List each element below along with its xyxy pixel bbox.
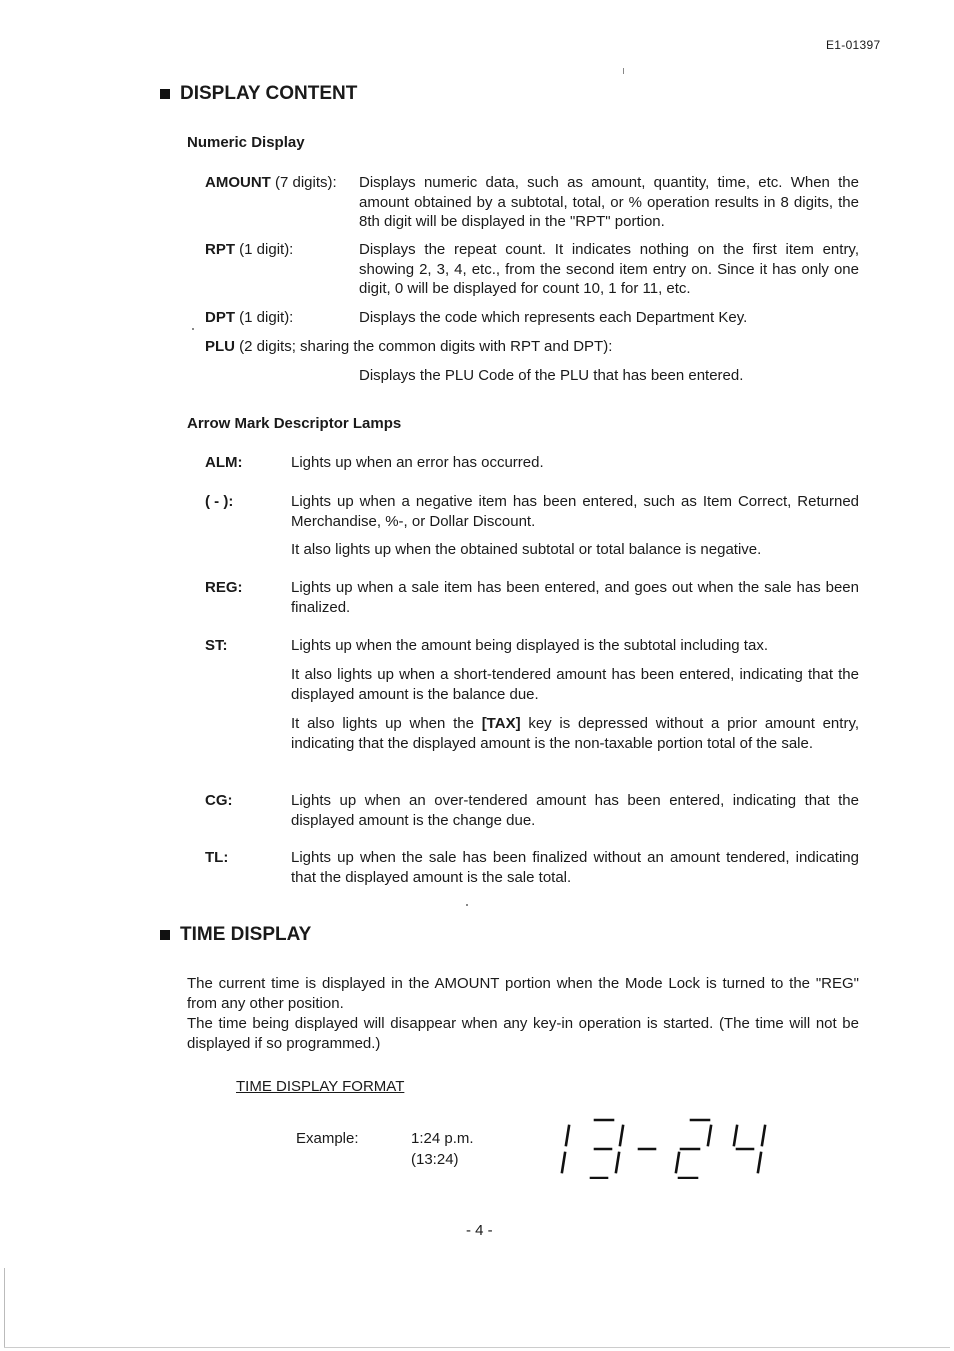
desc-minus-2: It also lights up when the obtained subtotal or total balance is negative. xyxy=(291,541,762,558)
label-rpt xyxy=(205,240,293,260)
desc-reg: Lights up when a sale item has been entered, and goes out when the sale has been finalized. xyxy=(291,579,859,616)
segment-3-upper-right xyxy=(620,1126,623,1145)
segment-4-upper-left xyxy=(734,1126,737,1145)
segment-1-lower-right xyxy=(562,1153,565,1172)
section-title-text: TIME DISPLAY xyxy=(180,924,312,945)
scan-mark xyxy=(623,68,624,74)
time-para-2: The time being displayed will disappear when any key-in operation is started. (The time will not be displayed if so programmed.) xyxy=(187,1015,859,1052)
section-title-display-content xyxy=(160,83,357,105)
label-amount xyxy=(205,173,337,193)
segment-4-lower-right xyxy=(758,1153,761,1172)
segment-2-upper-right xyxy=(708,1126,711,1145)
label-plu-bold: PLU xyxy=(205,338,235,355)
label-dpt-rest: (1 digit): xyxy=(235,309,294,326)
desc-minus-1: Lights up when a negative item has been entered, such as Item Correct, Returned Merchandise, %-, or Dollar Discount. xyxy=(291,493,859,530)
desc-plu: Displays the PLU Code of the PLU that has been entered. xyxy=(359,367,744,384)
time-para-1: The current time is displayed in the AMOUNT portion when the Mode Lock is turned to the "REG" from any other position. xyxy=(187,975,859,1012)
segment-2-lower-left xyxy=(676,1153,679,1172)
square-bullet-icon xyxy=(160,89,170,99)
segment-1-upper-right xyxy=(566,1126,569,1145)
desc-tl: Lights up when the sale has been finalized without an amount tendered, indicating that the displayed amount is the sale total. xyxy=(291,849,859,886)
label-st: ST: xyxy=(205,637,228,654)
label-amount-bold: AMOUNT xyxy=(205,174,271,191)
document-id: E1-01397 xyxy=(826,38,881,52)
subheading-arrow-mark: Arrow Mark Descriptor Lamps xyxy=(187,415,402,432)
label-dpt-bold: DPT xyxy=(205,309,235,326)
label-alm: ALM: xyxy=(205,454,243,471)
time-format-heading: TIME DISPLAY FORMAT xyxy=(236,1078,405,1095)
desc-rpt: Displays the repeat count. It indicates nothing on the first item entry, showing 2, 3, 4, etc., from the second item entry on. Since it has only one digit, 0 will be displayed for count 10, 1 for 11, etc. xyxy=(359,241,859,297)
example-time: 1:24 p.m. xyxy=(411,1130,474,1147)
section-title-time-display xyxy=(160,924,311,946)
label-plu xyxy=(205,337,612,357)
tax-key-label: [TAX] xyxy=(481,715,521,732)
label-rpt-bold: RPT xyxy=(205,241,235,258)
subheading-numeric-display: Numeric Display xyxy=(187,134,305,151)
scan-border xyxy=(4,1268,5,1348)
scan-mark xyxy=(466,904,468,906)
desc-alm: Lights up when an error has occurred. xyxy=(291,454,544,471)
desc-st-3: It also lights up when the [TAX] key is depressed without a prior amount entry, indicating that the displayed amount is the non-taxable portion total of the sale. xyxy=(291,715,859,752)
segment-4-upper-right xyxy=(762,1126,765,1145)
label-reg: REG: xyxy=(205,579,243,596)
desc-dpt: Displays the code which represents each Department Key. xyxy=(359,309,748,326)
label-rpt-rest: (1 digit): xyxy=(235,241,294,258)
desc-cg: Lights up when an over-tendered amount has been entered, indicating that the displayed amount is the change due. xyxy=(291,792,859,829)
label-minus: ( - ): xyxy=(205,493,234,510)
label-amount-rest: (7 digits): xyxy=(270,174,337,191)
label-tl: TL: xyxy=(205,849,229,866)
section-title-text: DISPLAY CONTENT xyxy=(180,83,358,104)
label-plu-rest: (2 digits; sharing the common digits with RPT and DPT): xyxy=(235,338,613,355)
example-24h: (13:24) xyxy=(411,1151,459,1168)
seven-segment-display xyxy=(555,1117,775,1179)
label-dpt xyxy=(205,308,293,328)
square-bullet-icon xyxy=(160,930,170,940)
desc-st-2: It also lights up when a short-tendered amount has been entered, indicating that the displayed amount is the balance due. xyxy=(291,666,859,703)
desc-amount: Displays numeric data, such as amount, quantity, time, etc. When the amount obtained by a subtotal, total, or % operation results in 8 digits, the 8th digit will be displayed in the "RPT" portion. xyxy=(359,174,859,230)
desc-st-1: Lights up when the amount being displayed is the subtotal including tax. xyxy=(291,637,768,654)
scan-mark xyxy=(192,328,194,330)
segment-3-lower-right xyxy=(616,1153,619,1172)
scan-border xyxy=(4,1347,950,1348)
label-cg: CG: xyxy=(205,792,233,809)
example-label: Example: xyxy=(296,1130,359,1147)
page-number: - 4 - xyxy=(466,1222,493,1239)
